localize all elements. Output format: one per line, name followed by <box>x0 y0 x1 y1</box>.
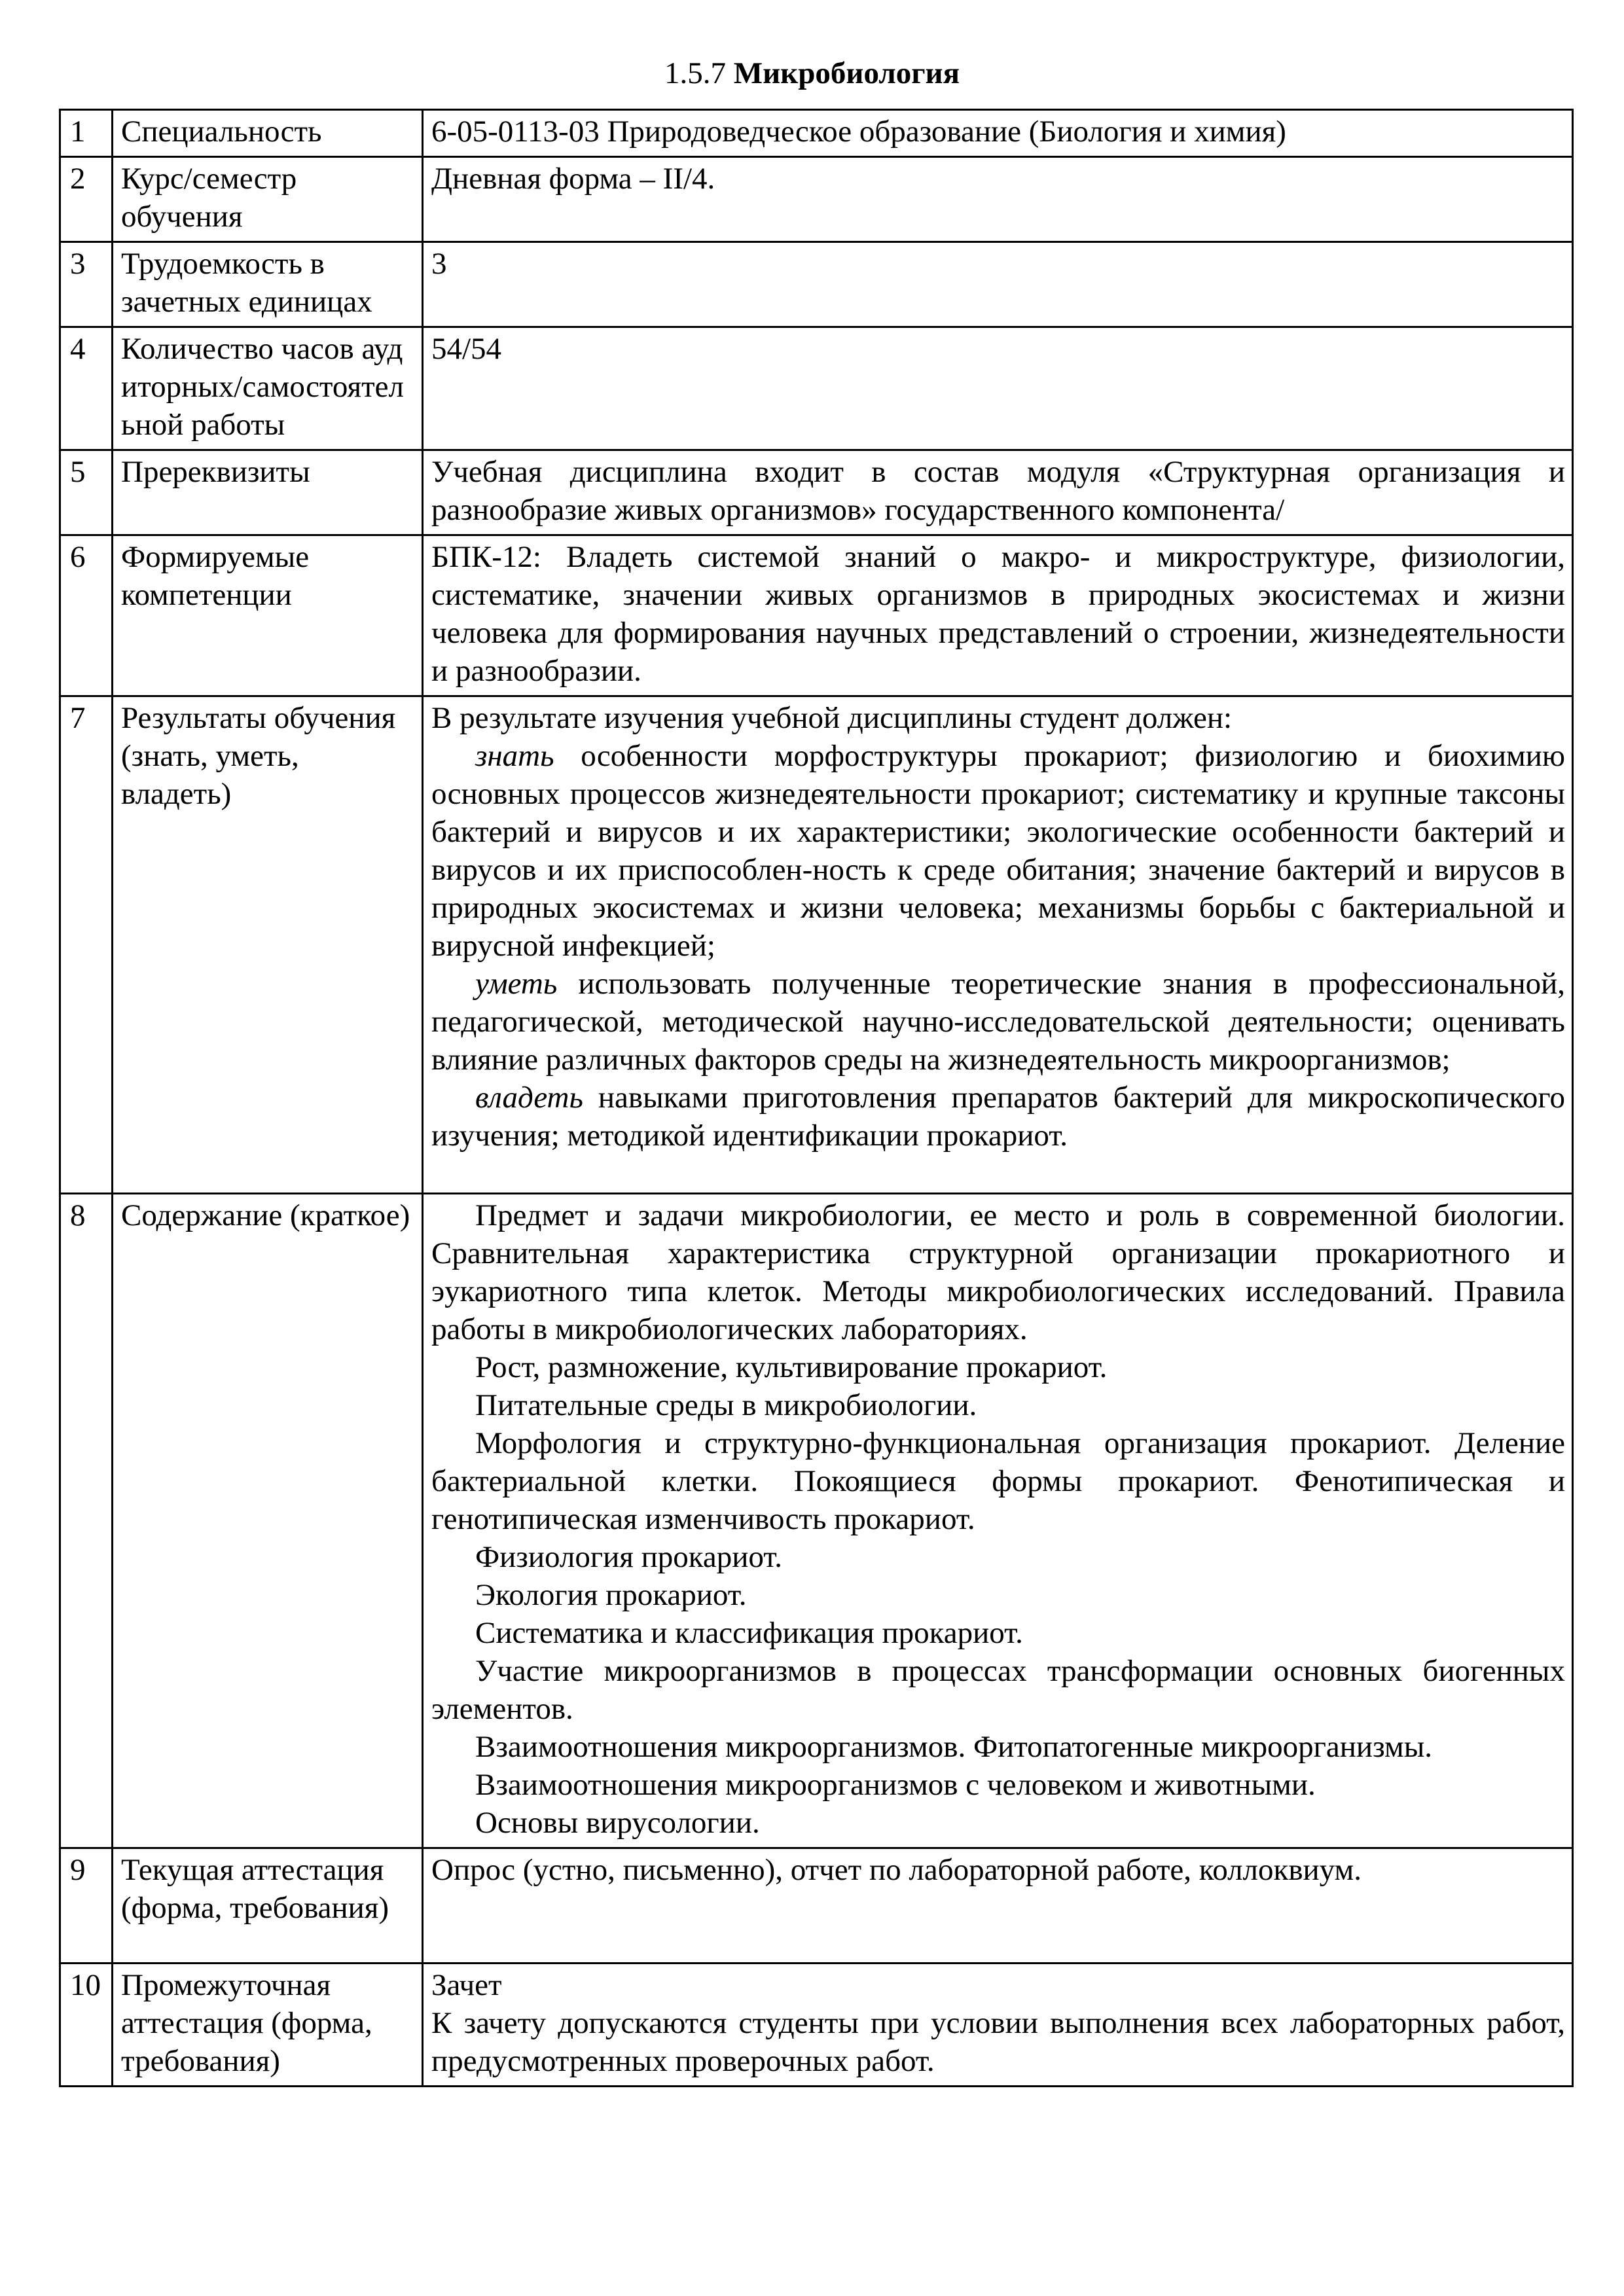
content-paragraph: Основы вирусологии. <box>475 1806 760 1840</box>
know-keyword: знать <box>475 739 554 773</box>
row-value: Дневная форма – II/4. <box>423 157 1573 242</box>
content-paragraph: Систематика и классификация прокариот. <box>475 1616 1023 1650</box>
row-number: 10 <box>60 1964 113 2087</box>
table-row <box>60 157 1573 242</box>
table-row <box>60 1194 1573 1848</box>
row-label: Содержание (краткое) <box>113 1194 423 1848</box>
content-paragraph: Морфология и структурно-функциональная организация прокариот. Деление бактериальной клетки. Покоящиеся формы прокариот. Фенотипическая и генотипическая изменчивость прокариот. <box>431 1426 1565 1536</box>
row-value: 54/54 <box>423 327 1573 450</box>
table-row <box>60 696 1573 1194</box>
outcome-know: знать особенности морфоструктуры прокариот; физиологию и биохимию основных процессов жизнедеятельности прокариот; систематику и крупные таксоны бактерий и вирусов и их характеристики; экологические особенности бактерий и вирусов и их приспособлен-ность к среде обитания; значение бактерий и вирусов в природных экосистемах и жизни человека; механизмы борьбы с бактериальной и вирусной инфекцией; <box>431 739 1565 963</box>
row-value: 6-05-0113-03 Природоведческое образование (Биология и химия) <box>423 110 1573 157</box>
table-row <box>60 450 1573 535</box>
content-paragraph: Предмет и задачи микробиологии, ее место и роль в современной биологии. Сравнительная характеристика структурной организации прокариотного и эукариотного типа клеток. Методы микробиологических исследований. Правила работы в микробиологических лабораториях. <box>431 1198 1565 1346</box>
assessment-type: Зачет <box>431 1968 502 2002</box>
row-label: Пререквизиты <box>113 450 423 535</box>
row-number: 8 <box>60 1194 113 1848</box>
page-title <box>0 54 1624 93</box>
table-row <box>60 242 1573 327</box>
table-row <box>60 110 1573 157</box>
content-paragraph: Питательные среды в микробиологии. <box>475 1388 977 1422</box>
outcome-own: владеть навыками приготовления препаратов бактерий для микроскопического изучения; методикой идентификации прокариот. <box>431 1081 1566 1153</box>
outcomes-intro: В результате изучения учебной дисциплины студент должен: <box>431 701 1233 735</box>
content-paragraph: Экология прокариот. <box>475 1578 747 1612</box>
row-value: БПК-12: Владеть системой знаний о макро- и микроструктуре, физиологии, систематике, значении живых организмов в природных экосистемах и жизни человека для формирования научных представлений о строении, жизнедеятельности и разнообразии. <box>423 535 1573 696</box>
row-number: 3 <box>60 242 113 327</box>
row-number: 9 <box>60 1848 113 1964</box>
assessment-requirements: К зачету допускаются студенты при условии выполнения всех лабораторных работ, предусмотренных проверочных работ. <box>431 2006 1565 2078</box>
section-number: 1.5.7 <box>664 56 726 90</box>
row-number: 2 <box>60 157 113 242</box>
discipline-table <box>59 109 1574 2087</box>
own-keyword: владеть <box>475 1081 583 1115</box>
row-number: 7 <box>60 696 113 1194</box>
content-summary <box>423 1194 1573 1848</box>
table-row <box>60 535 1573 696</box>
row-number: 4 <box>60 327 113 450</box>
content-paragraph: Рост, размножение, культивирование прокариот. <box>475 1350 1108 1384</box>
row-label: Трудоемкость в зачетных единицах <box>113 242 423 327</box>
row-number: 1 <box>60 110 113 157</box>
row-value: Опрос (устно, письменно), отчет по лабораторной работе, коллоквиум. <box>423 1848 1573 1964</box>
outcome-can: уметь использовать полученные теоретические знания в профессиональной, педагогической, методической научно-исследовательской деятельности; оценивать влияние различных факторов среды на жизнедеятельность микроорганизмов; <box>431 967 1566 1077</box>
can-keyword: уметь <box>475 967 558 1001</box>
learning-outcomes <box>423 696 1573 1194</box>
content-paragraph: Физиология прокариот. <box>475 1540 783 1574</box>
row-number: 5 <box>60 450 113 535</box>
row-label: Специальность <box>113 110 423 157</box>
table-row <box>60 327 1573 450</box>
row-value: Учебная дисциплина входит в состав модуля «Структурная организация и разнообразие живых организмов» государственного компонента/ <box>423 450 1573 535</box>
row-label: Количество часов аудиторных/самостоятельной работы <box>113 327 423 450</box>
table-row <box>60 1848 1573 1964</box>
row-number: 6 <box>60 535 113 696</box>
row-value <box>423 1964 1573 2087</box>
row-label: Результаты обучения (знать, уметь, владеть) <box>113 696 423 1194</box>
content-paragraph: Взаимоотношения микроорганизмов. Фитопатогенные микроорганизмы. <box>475 1730 1433 1764</box>
row-label: Промежуточная аттестация (форма, требования) <box>113 1964 423 2087</box>
content-paragraph: Взаимоотношения микроорганизмов с человеком и животными. <box>475 1768 1316 1802</box>
row-value: 3 <box>423 242 1573 327</box>
table-row <box>60 1964 1573 2087</box>
row-label: Формируемые компетенции <box>113 535 423 696</box>
row-label: Курс/семестр обучения <box>113 157 423 242</box>
row-label: Текущая аттестация (форма, требования) <box>113 1848 423 1964</box>
content-paragraph: Участие микроорганизмов в процессах трансформации основных биогенных элементов. <box>431 1654 1565 1726</box>
discipline-name: Микробиология <box>733 56 960 90</box>
